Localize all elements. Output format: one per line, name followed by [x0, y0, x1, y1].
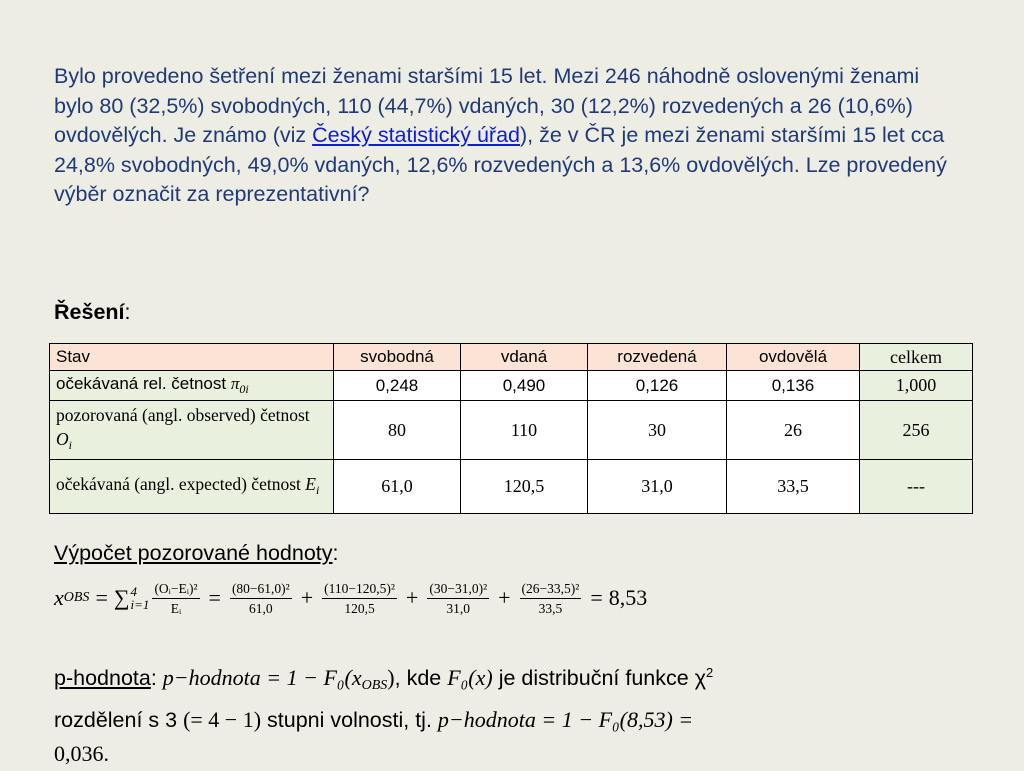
solution-heading: Řešení:	[54, 300, 131, 324]
problem-statement	[54, 62, 954, 210]
problem-text-1: Bylo provedeno šetření mezi ženami staršími 15 let. Mezi 246 náhodně oslovenými ženami bylo 80 (32,5%) svobodných, 110 (44,7%) vdaných, 30 (12,2%) rozvedených a 26 (10,6%) ovdovělých. Je známo (viz	[54, 64, 920, 147]
table-row-expected-rel	[50, 371, 973, 401]
x-obs-result: 8,53	[608, 585, 648, 610]
table-header-row	[50, 344, 973, 371]
table-cell: 26	[727, 401, 860, 460]
x-obs-symbol: x	[54, 585, 64, 610]
table-cell: 0,490	[461, 371, 588, 401]
row-label: pozorovaná (angl. observed) četnost $O_i$	[50, 401, 334, 460]
p-value-label: p-hodnota	[54, 666, 151, 691]
table-cell: 30	[588, 401, 727, 460]
table-cell: 0,248	[334, 371, 461, 401]
table-cell: 0,136	[727, 371, 860, 401]
general-fraction: $\frac{\text{(Oᵢ−Eᵢ)²}}{\text{Eᵢ}}$	[154, 580, 198, 616]
frequency-table	[49, 343, 973, 514]
table-cell: ---	[860, 460, 973, 514]
table-cell: 120,5	[461, 460, 588, 514]
header-cell: ovdovělá	[727, 344, 860, 371]
table-cell: 256	[860, 401, 973, 460]
table-cell: 80	[334, 401, 461, 460]
problem-text-2: ), že v ČR je mezi ženami staršími 15 let cca 24,8% svobodných, 49,0% vdaných, 12,6% rozvedených a 13,6% ovdovělých. Lze provedený výběr označit za reprezentativní?	[54, 123, 947, 206]
header-cell: celkem	[860, 344, 973, 371]
term-fraction: $\frac{\text{(110−120,5)²}}{120,5}$	[324, 580, 395, 616]
table-row-expected	[50, 460, 973, 514]
row-label: očekávaná (angl. expected) četnost $E_i$	[50, 460, 334, 514]
table-cell: 0,126	[588, 371, 727, 401]
table-cell: 1,000	[860, 371, 973, 401]
row-label: očekávaná rel. četnost $\pi_{0i}$	[50, 371, 334, 401]
term-fraction: $\frac{\text{(30−31,0)²}}{31,0}$	[429, 580, 488, 616]
table-row-observed	[50, 401, 973, 460]
term-fraction: $\frac{\text{(80−61,0)²}}{61,0}$	[231, 580, 290, 616]
p-value-result: 0,036	[54, 741, 104, 767]
chi-square-formula: x OBS = ∑ 4 i=1 $\frac{\text{(Oᵢ−Eᵢ)²}}{\text{Eᵢ}}$ = $\frac{\text{(80−61,0)²}}{61,0}$ + $\frac{\text{(110−120,5)²}}{120,5}$ + $\frac{\text{(30−31,0)²}}{31,0}$ + $\frac{\text{(26−33,5)²}}{33,5}$ = 8,53	[54, 580, 648, 616]
header-cell: rozvedená	[588, 344, 727, 371]
sum-symbol: ∑ 4 i=1	[113, 584, 150, 612]
table-cell: 33,5	[727, 460, 860, 514]
header-cell: Stav	[50, 344, 334, 371]
table-cell: 31,0	[588, 460, 727, 514]
p-value-paragraph: p-hodnota: p−hodnota = 1 − F₀(xOBS), kde F₀(x) je distribuční funkce $\chi^2$ rozdělení s 3 (= 4 − 1) stupni volnosti, tj. p−hodnota = 1 − F₀(8,53) = 0,036.	[54, 665, 714, 767]
czso-link[interactable]: Český statistický úřad	[312, 123, 521, 147]
header-cell: svobodná	[334, 344, 461, 371]
calc-heading: Výpočet pozorované hodnoty:	[54, 541, 339, 565]
header-cell: vdaná	[461, 344, 588, 371]
table-cell: 61,0	[334, 460, 461, 514]
table-cell: 110	[461, 401, 588, 460]
term-fraction: $\frac{\text{(26−33,5)²}}{33,5}$	[521, 580, 580, 616]
p-value-expr: p−hodnota = 1 − F₀(x	[162, 665, 362, 691]
